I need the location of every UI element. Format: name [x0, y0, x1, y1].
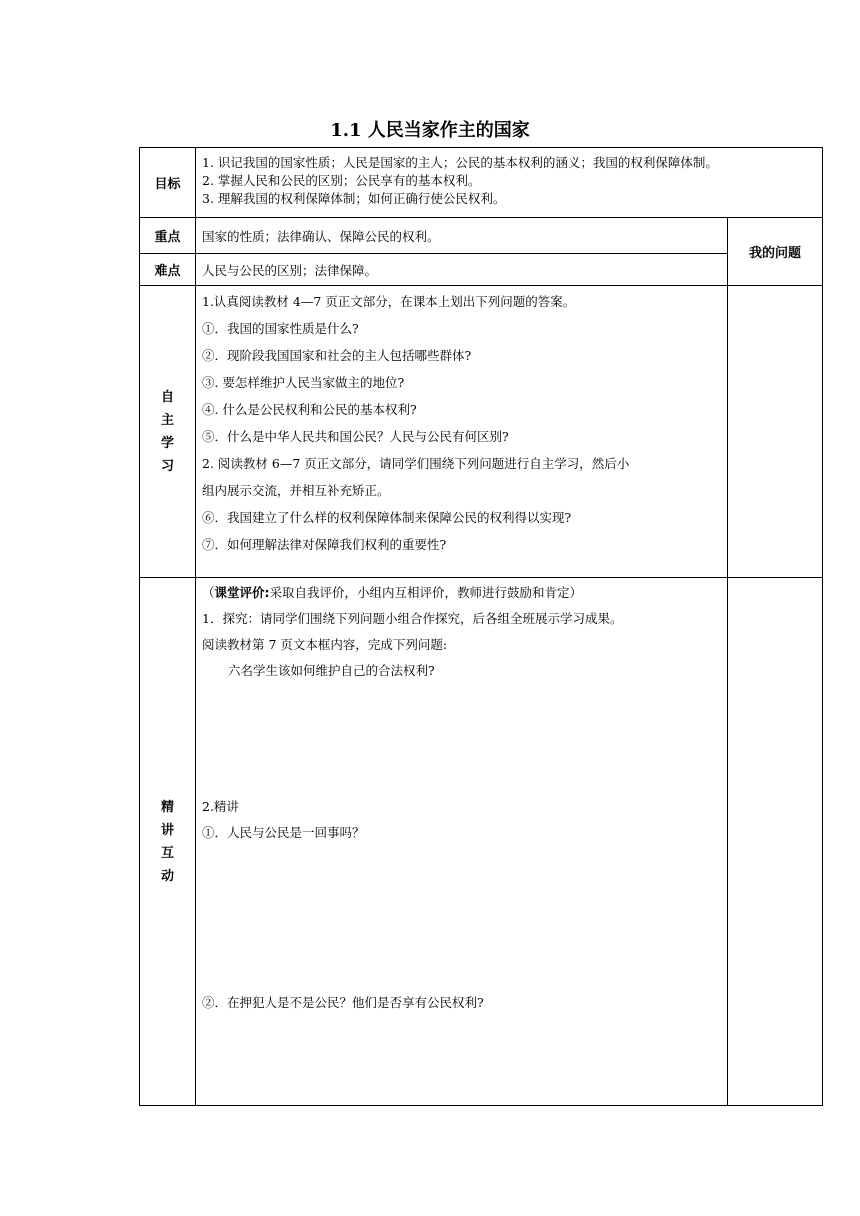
focus-row	[140, 218, 823, 254]
self-study-line: ⑤．什么是中华人民共和国公民？人民与公民有何区别?	[202, 429, 509, 444]
answer-space-1[interactable]	[202, 684, 721, 794]
answer-space-2[interactable]	[202, 846, 721, 990]
question-six-students: 六名学生该如何维护自己的合法权利?	[228, 663, 435, 678]
goal-line-3: 3. 理解我国的权利保障体制；如何正确行使公民权利。	[202, 191, 506, 206]
self-study-line: ⑥．我国建立了什么样的权利保障体制来保障公民的权利得以实现?	[202, 510, 572, 525]
explore-instruction: 1．探究：请同学们围绕下列问题小组合作探究，后各组全班展示学习成果。	[202, 611, 623, 626]
evaluation-text: 采取自我评价，小组内互相评价，教师进行鼓励和肯定）	[269, 585, 583, 600]
question-2: ②．在押犯人是不是公民？他们是否享有公民权利?	[202, 995, 484, 1010]
goal-content	[196, 148, 823, 218]
class-evaluation-note	[202, 580, 721, 606]
self-study-line: 1.认真阅读教材 4—7 页正文部分，在课本上划出下列问题的答案。	[202, 294, 576, 309]
read-instruction: 阅读教材第 7 页文本框内容，完成下列问题:	[202, 637, 448, 652]
interaction-label-char: 讲	[160, 822, 174, 838]
jingjiang-heading: 2.精讲	[202, 799, 239, 814]
evaluation-open-paren: （	[202, 585, 215, 600]
goal-row	[140, 148, 823, 218]
focus-text: 国家的性质；法律确认、保障公民的权利。	[202, 228, 440, 244]
self-study-line: 组内展示交流，并相互补充矫正。	[202, 483, 390, 498]
interaction-question-cell[interactable]	[728, 578, 823, 1106]
study-plan-table	[139, 147, 823, 1106]
goal-line-2: 2. 掌握人民和公民的区别；公民享有的基本权利。	[202, 173, 481, 188]
self-study-line: ②．现阶段我国国家和社会的主人包括哪些群体?	[202, 348, 472, 363]
evaluation-label: 课堂评价:	[214, 585, 270, 600]
self-study-label-char: 习	[160, 458, 174, 474]
self-study-question-cell[interactable]	[728, 286, 823, 578]
self-study-line: ④. 什么是公民权利和公民的基本权利?	[202, 402, 417, 417]
self-study-label-char: 主	[160, 412, 174, 428]
self-study-content	[196, 286, 728, 578]
interaction-label-char: 互	[160, 845, 174, 861]
self-study-line: 2. 阅读教材 6—7 页正文部分，请同学们围绕下列问题进行自主学习，然后小	[202, 456, 630, 471]
goal-line-1: 1. 识记我国的国家性质；人民是国家的主人；公民的基本权利的涵义；我国的权利保障体制。	[202, 155, 718, 170]
self-study-label	[140, 286, 196, 578]
difficulty-content	[196, 254, 728, 286]
self-study-label-char: 学	[160, 435, 174, 451]
self-study-line: ⑦．如何理解法律对保障我们权利的重要性?	[202, 537, 447, 552]
difficulty-text: 人民与公民的区别；法律保障。	[202, 262, 378, 278]
self-study-line: ③. 要怎样维护人民当家做主的地位?	[202, 375, 405, 390]
interaction-row	[140, 578, 823, 1106]
focus-label: 重点	[140, 218, 196, 254]
question-1: ①．人民与公民是一回事吗？	[202, 825, 365, 840]
difficulty-row	[140, 254, 823, 286]
focus-content	[196, 218, 728, 254]
interaction-label-char: 动	[160, 868, 174, 884]
self-study-label-char: 自	[160, 389, 174, 405]
self-study-row	[140, 286, 823, 578]
self-study-line: ①．我国的国家性质是什么?	[202, 321, 359, 336]
interaction-content	[196, 578, 728, 1106]
interaction-label-char: 精	[160, 799, 174, 815]
difficulty-label: 难点	[140, 254, 196, 286]
page-title: 1.1 人民当家作主的国家	[330, 120, 530, 141]
interaction-label	[140, 578, 196, 1106]
goal-label: 目标	[140, 148, 196, 218]
my-question-header: 我的问题	[728, 218, 823, 286]
